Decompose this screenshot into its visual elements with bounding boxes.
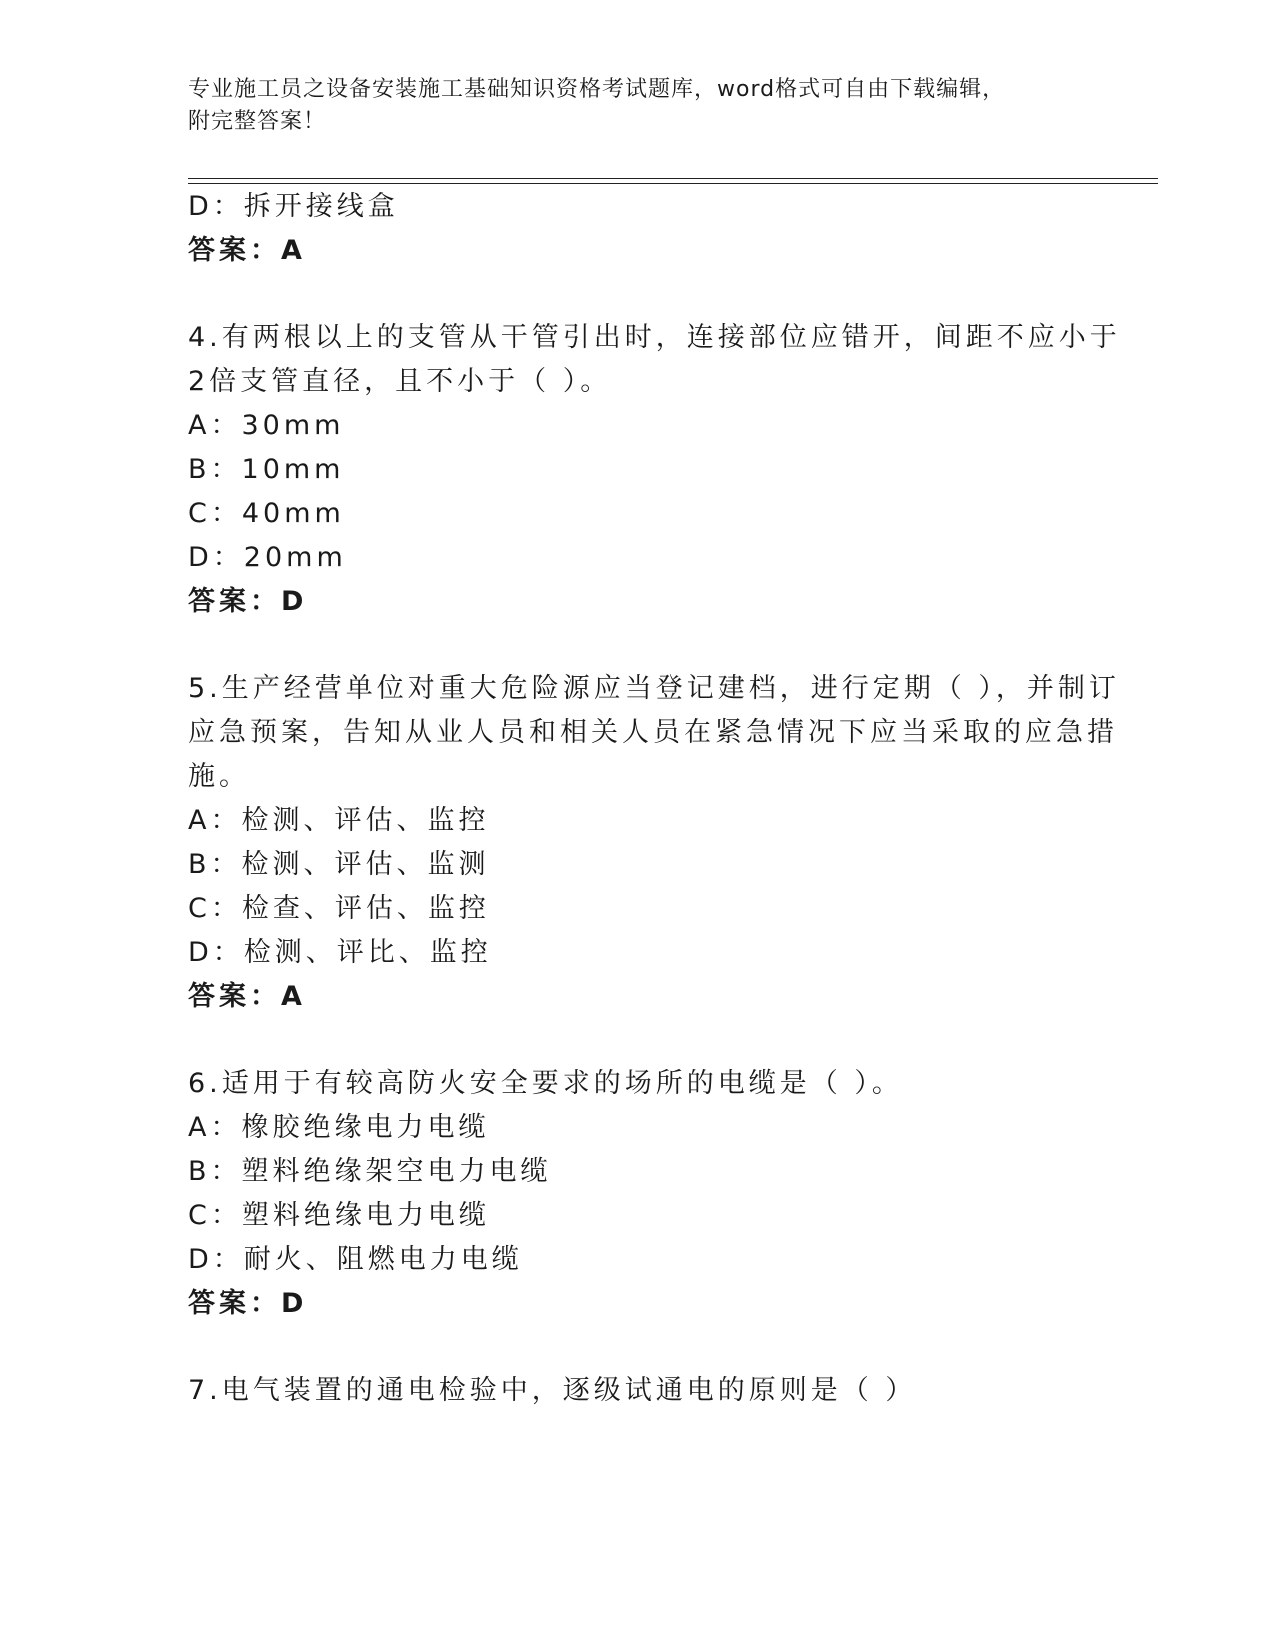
q4-option-c: C：40mm <box>188 498 345 529</box>
q6-stem-line-1: 6.适用于有较高防火安全要求的场所的电缆是（ ）。 <box>188 1068 903 1099</box>
q4-option-b: B：10mm <box>188 454 345 485</box>
q7-stem-line-1: 7.电气装置的通电检验中，逐级试通电的原则是（ ） <box>188 1375 917 1406</box>
q6-answer: 答案：D <box>188 1288 308 1319</box>
header-line-1: 专业施工员之设备安装施工基础知识资格考试题库，word格式可自由下载编辑， <box>188 77 1006 102</box>
q6-option-c: C：塑料绝缘电力电缆 <box>188 1200 490 1231</box>
header-divider-top <box>188 178 1158 179</box>
document-header <box>188 74 1068 138</box>
q4-stem-line-2: 2倍支管直径，且不小于（ ）。 <box>188 366 612 397</box>
q4-answer: 答案：D <box>188 586 308 617</box>
prev-answer: 答案：A <box>188 235 306 266</box>
prev-option-d: D：拆开接线盒 <box>188 191 399 222</box>
q5-answer: 答案：A <box>188 981 306 1012</box>
header-divider-bottom <box>188 183 1158 184</box>
q5-option-d: D：检测、评比、监控 <box>188 937 492 968</box>
q5-option-a: A：检测、评估、监控 <box>188 805 490 836</box>
q6-option-b: B：塑料绝缘架空电力电缆 <box>188 1156 552 1187</box>
q5-stem-line-3: 施。 <box>188 761 250 792</box>
q4-option-d: D：20mm <box>188 542 347 573</box>
header-line-2: 附完整答案！ <box>188 109 327 134</box>
q6-option-a: A：橡胶绝缘电力电缆 <box>188 1112 490 1143</box>
q5-stem-line-1: 5.生产经营单位对重大危险源应当登记建档，进行定期（ ），并制订 <box>188 673 1120 704</box>
q5-option-b: B：检测、评估、监测 <box>188 849 490 880</box>
q6-option-d: D：耐火、阻燃电力电缆 <box>188 1244 523 1275</box>
q5-option-c: C：检查、评估、监控 <box>188 893 490 924</box>
q5-stem-line-2: 应急预案，告知从业人员和相关人员在紧急情况下应当采取的应急措 <box>188 717 1118 748</box>
q4-option-a: A：30mm <box>188 410 345 441</box>
q4-stem-line-1: 4.有两根以上的支管从干管引出时，连接部位应错开，间距不应小于 <box>188 322 1121 353</box>
